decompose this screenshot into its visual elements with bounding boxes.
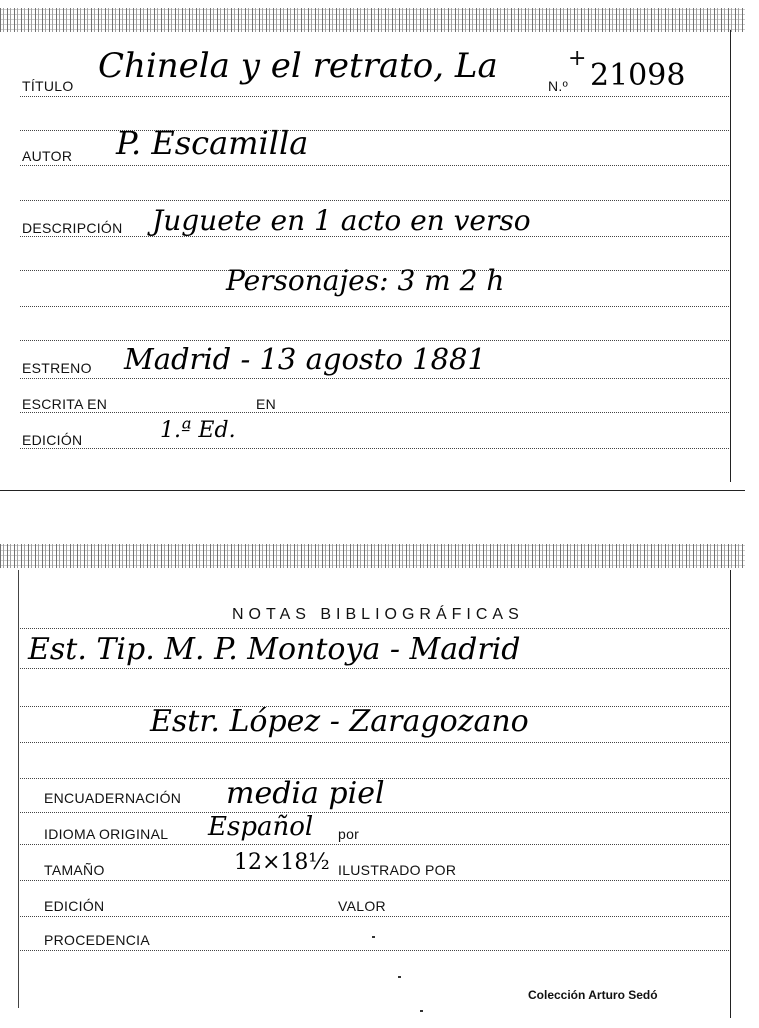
ruled-line xyxy=(20,950,729,951)
encuadernacion-label: ENCUADERNACIÓN xyxy=(44,790,182,806)
collection-footer: Colección Arturo Sedó xyxy=(528,988,658,1002)
autor-value: P. Escamilla xyxy=(116,124,309,162)
escrita-en-label: ESCRITA EN xyxy=(22,396,108,412)
ink-speck xyxy=(398,976,401,978)
ruled-line xyxy=(20,412,729,413)
edicion-label: EDICIÓN xyxy=(44,898,105,914)
edicion-value: 1.ª Ed. xyxy=(160,418,236,443)
idioma-label: IDIOMA ORIGINAL xyxy=(44,826,169,842)
ruled-line xyxy=(20,812,729,813)
card-top-border xyxy=(0,544,745,568)
ruled-line xyxy=(20,340,729,341)
procedencia-label: PROCEDENCIA xyxy=(44,932,150,948)
por-label: por xyxy=(338,826,360,842)
descripcion-label: DESCRIPCIÓN xyxy=(22,220,123,236)
ruled-line xyxy=(20,668,729,669)
edicion-label: EDICIÓN xyxy=(22,432,83,448)
catalog-card-notes xyxy=(0,540,745,1028)
ruled-line xyxy=(20,448,729,449)
titulo-value: Chinela y el retrato, La xyxy=(98,46,498,86)
estreno-value: Madrid - 13 agosto 1881 xyxy=(124,342,486,376)
ruled-line xyxy=(20,200,729,201)
descripcion-value-1: Juguete en 1 acto en verso xyxy=(152,204,531,237)
ruled-line xyxy=(20,880,729,881)
note-line-1: Est. Tip. M. P. Montoya - Madrid xyxy=(28,632,521,667)
ruled-line xyxy=(20,306,729,307)
ruled-line xyxy=(20,96,729,97)
ruled-line xyxy=(20,916,729,917)
en-label: EN xyxy=(256,396,277,412)
tamano-label: TAMAÑO xyxy=(44,862,105,878)
tamano-value: 12×18½ xyxy=(234,850,330,875)
numero-label: N.º xyxy=(548,78,569,94)
descripcion-value-2: Personajes: 3 m 2 h xyxy=(226,264,505,297)
ruled-line xyxy=(20,378,729,379)
notas-heading: NOTAS BIBLIOGRÁFICAS xyxy=(232,606,524,623)
encuadernacion-value: media piel xyxy=(226,776,385,811)
card-bottom-edge xyxy=(0,490,745,491)
ink-speck xyxy=(420,1010,423,1012)
valor-label: VALOR xyxy=(338,898,386,914)
titulo-label: TÍTULO xyxy=(22,78,74,94)
ruled-line xyxy=(20,165,729,166)
card-top-border xyxy=(0,8,745,32)
card-right-edge xyxy=(730,570,731,1018)
card-left-edge xyxy=(18,570,19,1008)
note-line-2: Estr. López - Zaragozano xyxy=(150,704,529,739)
ilustrado-label: ILUSTRADO POR xyxy=(338,862,457,878)
autor-label: AUTOR xyxy=(22,148,73,164)
catalog-card-main xyxy=(0,0,745,492)
ruled-line xyxy=(20,628,729,629)
numero-value: 21098 xyxy=(590,58,686,93)
ruled-line xyxy=(20,844,729,845)
ruled-line xyxy=(20,742,729,743)
ink-speck xyxy=(372,936,375,938)
estreno-label: ESTRENO xyxy=(22,360,92,376)
idioma-value: Español xyxy=(208,812,314,842)
cross-mark: + xyxy=(568,46,587,71)
card-right-edge xyxy=(730,30,731,482)
